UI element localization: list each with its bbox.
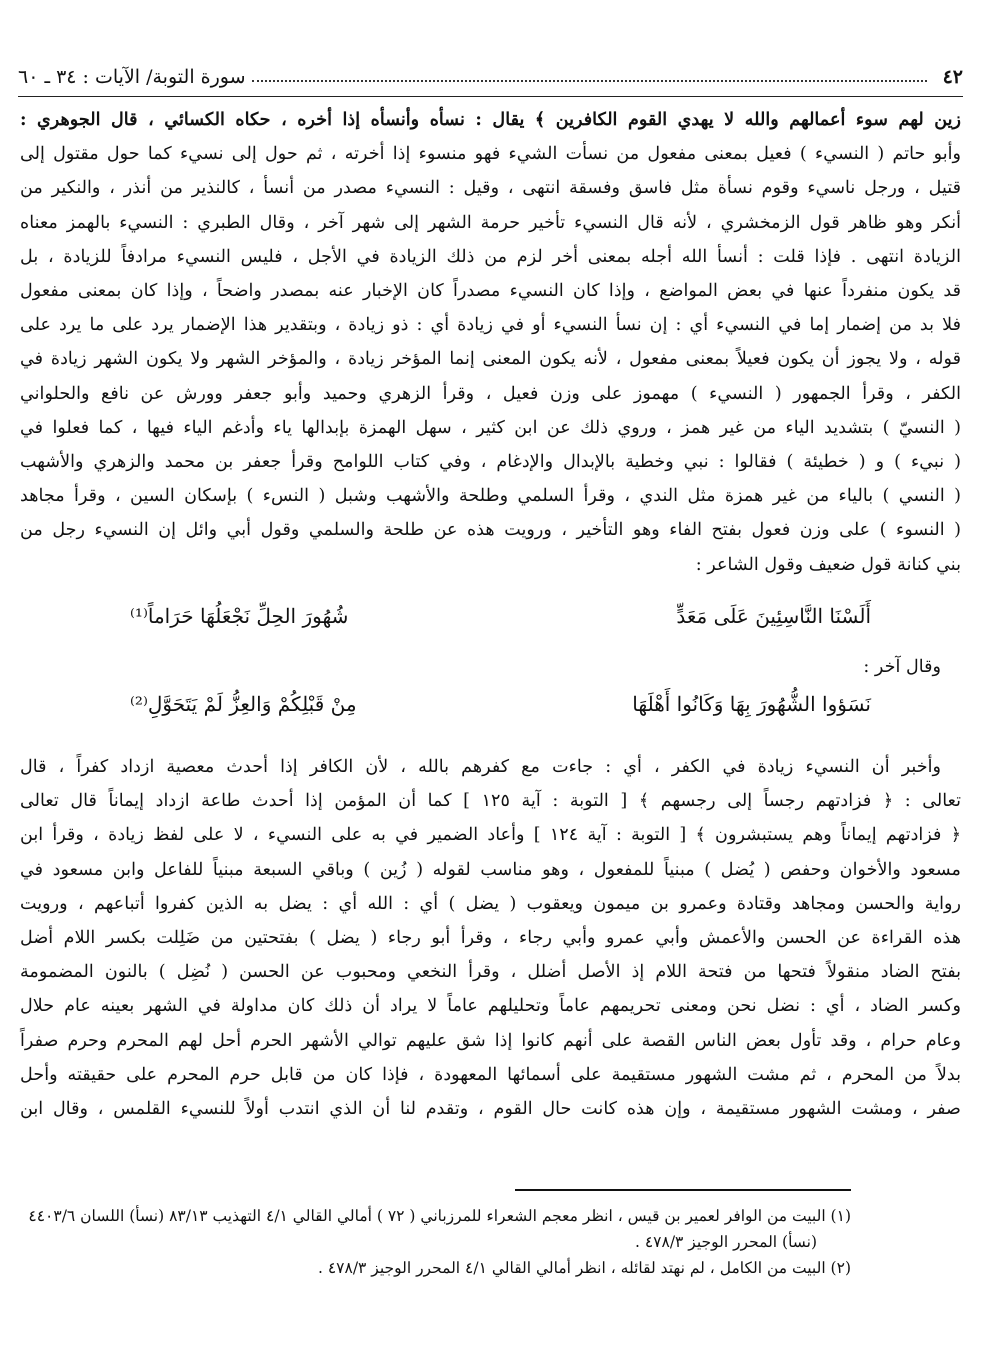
text-line: بفتح الضاد منقولاً فتحها من فتحة اللام إذ الأصل أضلل ، وقرأ النخعي ومحبوب عن الحسن ( نُضِل ) بالنون المضمومة (20, 962, 961, 983)
poetry-verse-1 (20, 596, 961, 636)
verse-second-hemistich: مِنْ قَبْلِكُمْ وَالعِزُّ لَمْ يَتَحَوَّلِ⁽²⁾ (130, 692, 357, 717)
poetry-verse-2 (20, 684, 961, 724)
text-line: زين لهم سوء أعمالهم والله لا يهدي القوم الكافرين ﴾ يقال : نسأه وأنسأه إذا أخره ، حكاه الكسائي ، قال الجوهري : (20, 109, 961, 130)
text-line: هذه القراءة عن الحسن والأعمش وأبي عمرو وأبي رجاء ، وقرأ أبو رجاء ( يضل ) بفتحتين من ضَلِلت بكسر اللام أضل (20, 928, 961, 949)
text-line: تعالى : ﴿ فزادتهم رجساً إلى رجسهم ﴾ [ التوبة : آية ١٢٥ ] كما أن المؤمن إذا أحدث طاعة ازداد إيماناً قال تعالى (20, 791, 961, 812)
text-line: الكفر ، وقرأ الجمهور ( النسيء ) مهموز على وزن فعيل ، وقرأ الزهري وحميد وأبو جعفر وورش عن نافع والحلواني (20, 383, 961, 404)
text-line: صفر ، ومشت الشهور مستقيمة ، وإن هذه كانت حال القوم ، وتقدم لنا أن الذي انتدب أولاً للنسيء القلمس ، وقال ابن (20, 1099, 961, 1120)
text-line: وأخبر أن النسيء زيادة في الكفر ، أي : جاءت مع كفرهم بالله ، لأن الكافر إذا أحدث معصية ازداد كفراً ، قال (20, 757, 941, 778)
text-line: مسعود والأخوان وحفص ( يُضل ) مبنياً للمفعول ، وهو مناسب لقوله ( زُين ) وباقي السبعة مبنياً للفاعل وابن مسعود في (20, 859, 961, 880)
text-line: ( النسي ) بالياء من غير همزة مثل الندي ، وقرأ السلمي وطلحة والأشهب وشبل ( النسء ) بإسكان السين ، وقرأ مجاهد (20, 486, 961, 507)
text-line: ﴿ فزادتهم إيماناً وهم يستبشرون ﴾ [ التوبة : آية ١٢٤ ] وأعاد الضمير في به على النسيء ، لا على لفظ زيادة ، وقرأ ابن (20, 825, 962, 846)
footnote-2: (٢) البيت من الكامل ، لم نهتد لقائله ، انظر أمالي القالي ٤/١ المحرر الوجيز ٤٧٨/٣ . (317, 1259, 851, 1277)
text-line: قتيل ، ورجل ناسيء وقوم نسأة مثل فاسق وفسقة انتهى ، وقيل : النسيء مصدر من أنسأ ، كالنذير من أنذر ، والنكير من (20, 178, 961, 199)
text-line: وكسر الضاد ، أي : نضل نحن ومعنى تحريمهم عاماً وتحليلهم عاماً لا يراد أن ذلك كان مداولة في الشهر بعينه عام حلال (20, 996, 961, 1017)
footnote-1-continued: (نسأ) المحرر الوجيز ٤٧٨/٣ . (634, 1233, 817, 1251)
text-line: وعام حرام ، وقد تأول بعض الناس القصة على أنهم كانوا إذا شق عليهم توالي الأشهر الحرم أحل لهم المحرم وحرم صفراً (20, 1030, 961, 1051)
text-line: ( النسوء ) على وزن فعول بفتح الفاء وهو التأخير ، ورويت هذه عن طلحة والسلمي وقول أبي وائل إن النسيء رجل من (20, 520, 961, 541)
verse-first-hemistich: أَلَسْنَا النَّاسِئِينَ عَلَى مَعَدٍّ (676, 603, 871, 628)
main-text (20, 103, 961, 1126)
text-line: قد يكون منفرداً عنها في بعض المواضع ، وإذا كان النسيء مصدراً كان الإخبار عنه بمصدر واضحاً ، وإذا كان بمعنى مفعول (20, 281, 961, 302)
footnotes (20, 1203, 851, 1281)
text-line: فلا بد من إضمار إما في النسيء أي : إن نسأ النسيء أو في زيادة أي : ذو زيادة ، وبتقدير هذا الإضمار يرد على ما يرد على (20, 315, 961, 336)
text-line: ( نبيء ) و ( خطيئة ) فقالوا : نبي وخطية بالإبدال والإدغام ، وفي كتاب اللوامح وقرأ جعفر بن محمد والزهري والأشهب (20, 452, 961, 473)
text-line: ( النسيّ ) بتشديد الياء من غير همز ، وروي ذلك عن ابن كثير ، سهل الهمزة بإبدالها ياء وأدغم الياء فيها ، كما فعلوا في (20, 417, 961, 438)
text-line: أنكر وهو ظاهر قول الزمخشري ، لأنه قال النسيء تأخير حرمة الشهر إلى شهر آخر ، وقال الطبري : النسيء بالهمز معناه (20, 212, 961, 233)
footnote-1: (١) البيت من الوافر لعمير بن قيس ، انظر معجم الشعراء للمرزباني ( ٧٢ ) أمالي القالي ٤/١ التهذيب ٨٣/١٣ (نسأ) اللسان ٤٤٠٣/٦ (28, 1207, 851, 1225)
verse-first-hemistich: نَسَؤوا الشُّهُورَ بِهَا وَكَانُوا أَهْلَهَا (632, 692, 871, 717)
verse-second-hemistich: شُهُورَ الحِلِّ نَجْعَلُهَا حَرَاماً⁽¹⁾ (130, 603, 349, 628)
text-line: الزيادة انتهى . فإذا قلت : أنسأ الله أجله بمعنى أخر لزم من ذلك الزيادة في الأجل ، فليس النسيء مرادفاً للزيادة ، بل (20, 246, 961, 267)
text-line: قوله ، ولا يجوز أن يكون فعيلاً بمعنى مفعول ، لأنه يكون المعنى إنما المؤخر زيادة ، والمؤخر الشهر ولا يكون الشهر زيادة في (20, 349, 961, 370)
header-dot-leader (252, 80, 927, 82)
footnote-separator (515, 1189, 851, 1191)
text-line: بني كنانة قول ضعيف وقول الشاعر : (695, 554, 961, 575)
header-title: سورة التوبة/ الآيات : ٣٤ ـ ٦٠ (18, 66, 246, 88)
verse-intro: وقال آخر : (863, 656, 941, 677)
text-line: وأبو حاتم ( النسيء ) فعيل بمعنى مفعول من نسأت الشيء فهو منسوء إذا أخرته ، ثم حول إلى نسيء كما حول مقتول إلى (20, 144, 961, 165)
running-header (18, 60, 963, 94)
text-line: رواية والحسن ومجاهد وقتادة وعمرو بن ميمون ويعقوب ( يضل ) أي : الله أي : يضل به الذين كفروا أتباعهم ، ورويت (20, 893, 961, 914)
header-rule (18, 96, 963, 97)
text-line: بدلاً من المحرم ، ثم مشت الشهور مستقيمة على أسمائها المعهودة ، فإذا كان من قابل حرم المحرم على حقيقته وأحل (20, 1064, 961, 1085)
page-number: ٤٢ (942, 66, 963, 88)
